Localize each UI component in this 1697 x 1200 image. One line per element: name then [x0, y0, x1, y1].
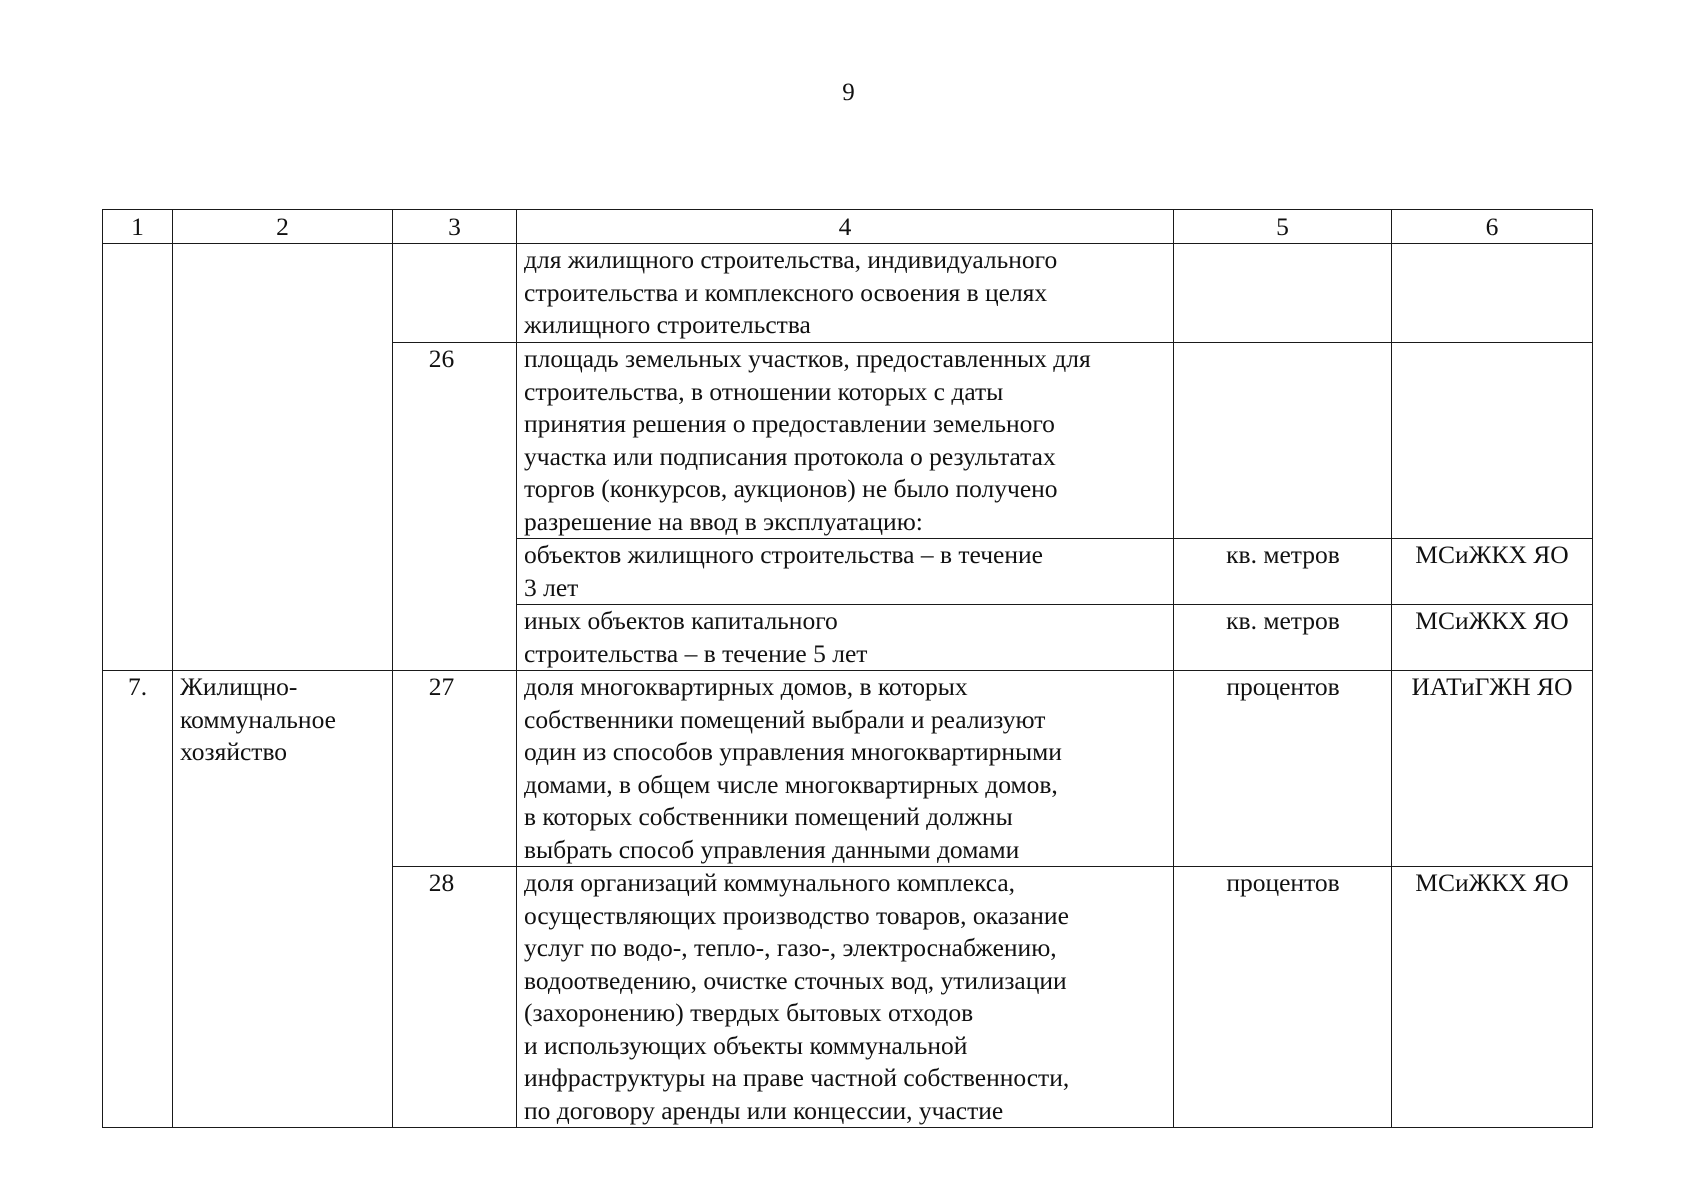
org-cell: МСиЖКХ ЯО — [1392, 867, 1593, 1128]
indicator-index-cell — [393, 244, 517, 343]
indicator-text-cell: для жилищного строительства, индивидуального строительства и комплексного освоения в целях жилищного строительства — [517, 244, 1174, 343]
section-name-cell — [173, 539, 393, 605]
section-number-cell — [103, 244, 173, 343]
table-row — [103, 343, 1593, 539]
org-cell: МСиЖКХ ЯО — [1392, 539, 1593, 605]
org-cell: ИАТиГЖН ЯО — [1392, 671, 1593, 867]
org-cell — [1392, 343, 1593, 539]
indicator-text-cell: объектов жилищного строительства – в течение 3 лет — [517, 539, 1174, 605]
header-cell-5: 5 — [1174, 210, 1392, 244]
indicator-index-cell — [393, 605, 517, 671]
page-number: 9 — [842, 79, 855, 106]
indicator-index-cell: 27 — [393, 671, 517, 867]
unit-cell — [1174, 244, 1392, 343]
unit-cell: процентов — [1174, 671, 1392, 867]
section-number-cell — [103, 539, 173, 605]
org-cell: МСиЖКХ ЯО — [1392, 605, 1593, 671]
indicator-index-cell: 26 — [393, 343, 517, 539]
header-cell-4: 4 — [517, 210, 1174, 244]
header-cell-2: 2 — [173, 210, 393, 244]
table-row — [103, 605, 1593, 671]
header-cell-3: 3 — [393, 210, 517, 244]
indicator-index-cell: 28 — [393, 867, 517, 1128]
indicator-text-cell: иных объектов капитального строительства – в течение 5 лет — [517, 605, 1174, 671]
indicator-text-cell: доля многоквартирных домов, в которых собственники помещений выбрали и реализуют один из способов управления многоквартирными домами, в общем числе многоквартирных домов, в которых собственники помещений должны выбрать способ управления данными домами — [517, 671, 1174, 867]
indicator-text-cell: площадь земельных участков, предоставленных для строительства, в отношении которых с даты принятия решения о предоставлении земельного участка или подписания протокола о результатах торгов (конкурсов, аукционов) не было получено разрешение на ввод в эксплуатацию: — [517, 343, 1174, 539]
unit-cell: кв. метров — [1174, 605, 1392, 671]
section-name-cell: Жилищно- коммунальное хозяйство — [173, 671, 393, 867]
section-name-cell — [173, 605, 393, 671]
header-cell-1: 1 — [103, 210, 173, 244]
header-cell-6: 6 — [1392, 210, 1593, 244]
table-row — [103, 671, 1593, 867]
section-number-cell — [103, 605, 173, 671]
unit-cell: кв. метров — [1174, 539, 1392, 605]
table-row — [103, 244, 1593, 343]
unit-cell: процентов — [1174, 867, 1392, 1128]
section-number-cell — [103, 867, 173, 1128]
table-row — [103, 867, 1593, 1128]
indicator-text-cell: доля организаций коммунального комплекса, осуществляющих производство товаров, оказание услуг по водо-, тепло-, газо-, электроснабжению, водоотведению, очистке сточных вод, утилизации (захоронению) твердых бытовых отходов и использующих объекты коммунальной инфраструктуры на праве частной собственности, по договору аренды или концессии, участие — [517, 867, 1174, 1128]
table-row — [103, 539, 1593, 605]
section-number-cell — [103, 343, 173, 539]
table-header-row — [103, 210, 1593, 244]
section-name-cell — [173, 244, 393, 343]
section-name-cell — [173, 867, 393, 1128]
org-cell — [1392, 244, 1593, 343]
unit-cell — [1174, 343, 1392, 539]
indicator-index-cell — [393, 539, 517, 605]
indicators-table — [102, 209, 1593, 1128]
section-number-cell: 7. — [103, 671, 173, 867]
section-name-cell — [173, 343, 393, 539]
